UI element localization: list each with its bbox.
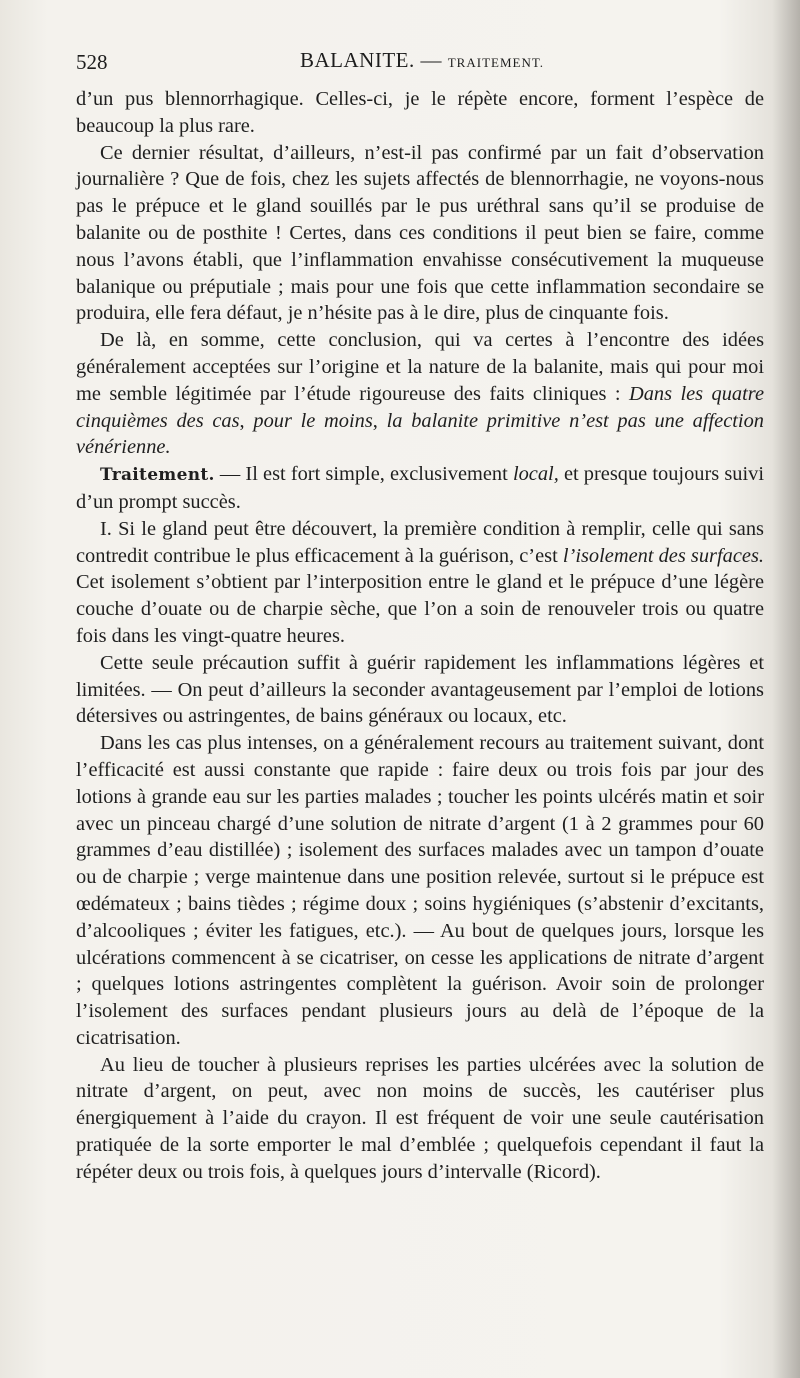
page-gutter-shadow [772, 0, 800, 1378]
isolement-text-start: I. Si le gland peut être découvert, la première condition à remplir, celle qui sans contredit contribue le plus efficacement à la guérison, c’est [76, 517, 764, 567]
conclusion-italic-2: pour le moins [253, 409, 373, 432]
conclusion-italic-1: Dans les quatre cinquièmes des cas [76, 382, 764, 432]
paragraph-observation: Ce dernier résultat, d’ailleurs, n’est-il pas confirmé par un fait d’observation journalière ? Que de fois, chez les sujets affectés de blennorrhagie, ne voyons-nous pas le prépuce et le gland souillés par le pus uréthral sans qu’il se produise de balanite ou de posthite ! Certes, dans ces conditions il peut bien se faire, comme nous l’avons établi, que l’inflammation envahisse consécutivement la muqueuse balanique ou préputiale ; mais pour une fois que cette inflammation secondaire se produira, elle fera défaut, je n’hésite pas à le dire, plus de cinquante fois. [76, 141, 764, 325]
conclusion-text: De là, en somme, cette conclusion, qui va certes à l’encontre des idées généralement acceptées sur l’origine et la nature de la balanite, mais qui pour moi me semble légitimée par l’étude rigoureuse des faits cliniques : [76, 329, 764, 405]
conclusion-italic-3: la balanite primitive n’est pas une affection vénérienne. [76, 409, 764, 459]
conclusion-comma-1: , [239, 409, 254, 432]
running-head-title: BALANITE. [300, 48, 415, 72]
isolement-text-end: Cet isolement s’obtient par l’interposition entre le gland et le prépuce d’une légère couche d’ouate ou de charpie sèche, que l’on a soin de renouveler trois ou quatre fois dans les vingt-quatre heures. [76, 571, 764, 647]
running-head-subtitle: TRAITEMENT. [447, 55, 545, 70]
page-header [76, 48, 764, 80]
running-head-separator: — [414, 48, 448, 72]
traitement-text-end: et presque toujours suivi d’un prompt succès. [76, 463, 765, 513]
paragraph-traitement [76, 461, 764, 516]
section-title-traitement: Traitement. [100, 465, 215, 486]
paragraph-continuation: d’un pus blennorrhagique. Celles-ci, je le répète encore, forment l’espèce de beaucoup la plus rare. [76, 88, 764, 137]
traitement-italic: local, [512, 463, 559, 486]
page-body [76, 86, 764, 1186]
page-number: 528 [76, 50, 108, 74]
paragraph-cas-intenses: Dans les cas plus intenses, on a généralement recours au traitement suivant, dont l’efficacité est aussi constante que rapide : faire deux ou trois fois par jour des lotions à grande eau sur les parties malades ; toucher les points ulcérés matin et soir avec un pinceau chargé d’une solution de nitrate d’argent (1 à 2 grammes pour 60 grammes d’eau distillée) ; isolement des surfaces malades avec un tampon d’ouate ou de charpie ; verge maintenue dans une position relevée, surtout si le prépuce est œdémateux ; bains tièdes ; régime doux ; soins hygiéniques (s’abstenir d’excitants, d’alcooliques ; éviter les fatigues, etc.). — Au bout de quelques jours, lorsque les ulcérations commencent à se cicatriser, on cesse les applications de nitrate d’argent ; quelques lotions astringentes complètent la guérison. Avoir soin de prolonger l’isolement des surfaces pendant plusieurs jours au delà de l’époque de la cicatrisation. [76, 732, 764, 1049]
paragraph-cauterisation: Au lieu de toucher à plusieurs reprises les parties ulcérées avec la solution de nitrate d’argent, on peut, avec non moins de succès, les cautériser plus énergiquement à l’aide du crayon. Il est fréquent de voir une seule cautérisation pratiquée de la sorte emporter le mal d’emblée ; quelquefois cependant il faut la répéter deux ou trois fois, à quelques jours d’intervalle (Ricord). [76, 1053, 764, 1183]
traitement-text-start: — Il est fort simple, exclusivement [214, 463, 513, 486]
paragraph-isolement [76, 516, 764, 650]
isolement-italic: l’isolement des surfaces. [562, 544, 764, 567]
running-head [300, 48, 544, 73]
conclusion-comma-2: , [372, 409, 387, 432]
paragraph-conclusion [76, 327, 764, 461]
paragraph-precaution: Cette seule précaution suffit à guérir rapidement les inflammations légères et limitées. — On peut d’ailleurs la seconder avantageusement par l’emploi de lotions détersives ou astringentes, de bains généraux ou locaux, etc. [76, 651, 764, 728]
